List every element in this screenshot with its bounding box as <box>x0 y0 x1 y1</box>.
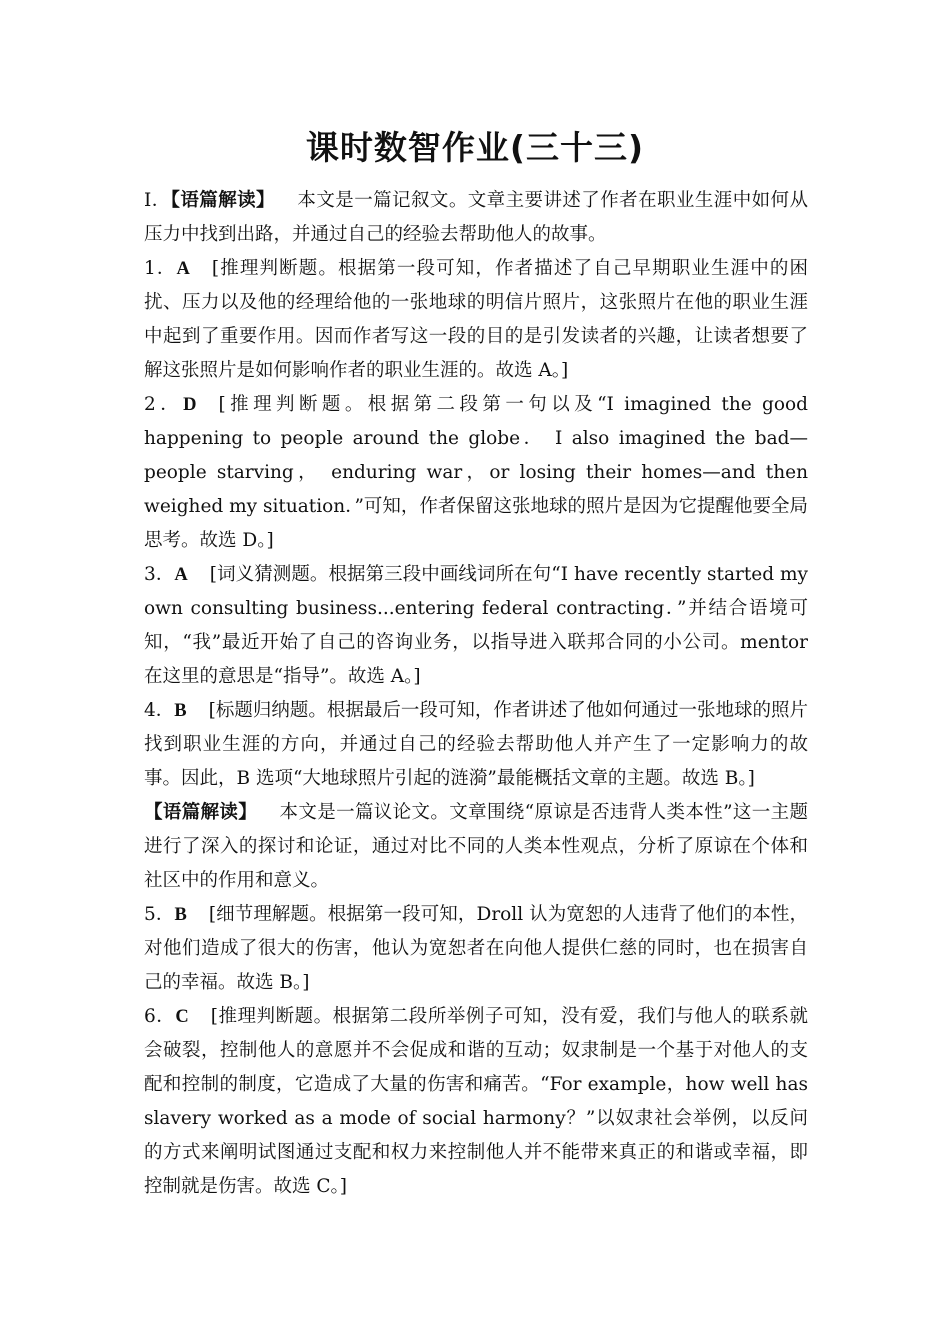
answer-explanation: [词义猜测题。根据第三段中画线词所在句“I have recently started my own consulting business...entering federal contracting．”并结合语境可知，“我”最近开始了自己的咨询业务，以指导进入联邦合同的小公司。mentor 在这里的意思是“指导”。故选 A。] <box>144 564 808 687</box>
answer-item-1 <box>144 252 808 388</box>
answer-explanation: [标题归纳题。根据最后一段可知，作者讲述了他如何通过一张地球的照片找到职业生涯的方向，并通过自己的经验去帮助他人并产生了一定影响力的故事。因此，B 选项“大地球照片引起的涟漪”最能概括文章的主题。故选 B。] <box>144 700 808 789</box>
answer-letter: A <box>174 565 188 585</box>
answer-explanation: [推理判断题。根据第一段可知，作者描述了自己早期职业生涯中的困扰、压力以及他的经理给他的一张地球的明信片照片，这张照片在他的职业生涯中起到了重要作用。因而作者写这一段的目的是引发读者的兴趣，让读者想要了解这张照片是如何影响作者的职业生涯的。故选 A。] <box>144 258 808 381</box>
page-title: 课时数智作业(三十三) <box>305 128 645 167</box>
section-text: 本文是一篇记叙文。文章主要讲述了作者在职业生涯中如何从压力中找到出路，并通过自己的经验去帮助他人的故事。 <box>144 190 808 245</box>
answer-letter: B <box>174 701 187 721</box>
answer-item-6 <box>144 1000 808 1204</box>
answer-explanation: [推理判断题。根据第二段第一句以及“I imagined the good happening to people around the globe． I also imagined the bad—people starving， enduring war，or losing their homes—and then weighed my situation．”可知，作者保留这张地球的照片是因为它提醒他要全局思考。故选 D。] <box>144 394 808 551</box>
section-number: Ⅰ． <box>144 190 171 211</box>
answer-letter: D <box>183 395 197 415</box>
answer-letter: C <box>175 1007 189 1027</box>
answer-content <box>144 184 808 1204</box>
answer-explanation: [推理判断题。根据第二段所举例子可知，没有爱，我们与他人的联系就会破裂，控制他人的意愿并不会促成和谐的互动；奴隶制是一个基于对他人的支配和控制的制度，它造成了大量的伤害和痛苦。“For example，how well has slavery worked as a mode of social harmony？”以奴隶社会举例，以反问的方式来阐明试图通过支配和权力来控制他人并不能带来真正的和谐或幸福，即控制就是伤害。故选 C。] <box>144 1006 808 1197</box>
section-tag: 【语篇解读】 <box>144 802 258 823</box>
answer-letter: A <box>176 259 190 279</box>
answer-item-3 <box>144 558 808 694</box>
question-number: 2． <box>144 394 184 415</box>
answer-letter: B <box>174 905 187 925</box>
answer-item-5 <box>144 898 808 1000</box>
answer-item-4 <box>144 694 808 796</box>
section-text: 本文是一篇议论文。文章围绕“原谅是否违背人类本性”这一主题进行了深入的探讨和论证，通过对比不同的人类本性观点，分析了原谅在个体和社区中的作用和意义。 <box>144 802 808 891</box>
section-tag: 【语篇解读】 <box>170 190 275 211</box>
question-number: 3． <box>144 564 175 585</box>
question-number: 4． <box>144 700 175 721</box>
section-2-intro <box>144 796 808 898</box>
question-number: 1． <box>144 258 177 279</box>
section-1-intro <box>144 184 808 252</box>
answer-item-2 <box>144 388 808 558</box>
question-number: 5． <box>144 904 175 925</box>
answer-explanation: [细节理解题。根据第一段可知，Droll 认为宽恕的人违背了他们的本性，对他们造成了很大的伤害，他认为宽恕者在向他人提供仁慈的同时，也在损害自己的幸福。故选 B。] <box>144 904 808 993</box>
question-number: 6． <box>144 1006 176 1027</box>
